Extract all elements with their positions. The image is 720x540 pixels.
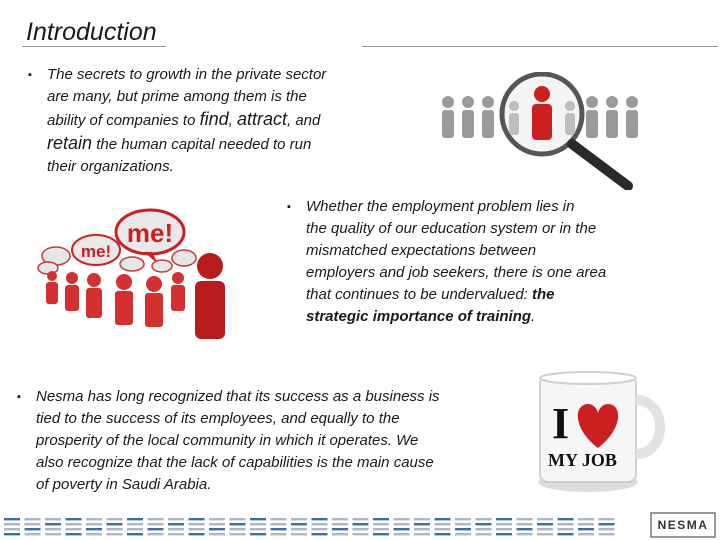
bullet-line [47,108,367,132]
bullet-line [306,306,706,328]
footer-dash [373,518,389,520]
bullet-mark: ▪ [28,69,32,81]
footer-dash [168,518,184,520]
footer-dash [537,523,553,525]
footer-dash [189,523,205,525]
footer-dash [66,523,82,525]
footer-dash [537,533,553,535]
footer-dash [4,533,20,535]
footer-dash [4,518,20,520]
footer-dash [414,533,430,535]
footer-dash [517,528,533,530]
footer-dash [394,518,410,520]
footer-dash [332,518,348,520]
footer-dash [332,528,348,530]
bullet-line: also recognize that the lack of capabilities is the main cause [36,454,434,471]
bullet-line: the quality of our education system or in the [306,220,597,237]
person-icon [482,96,494,138]
bullet-text: the human capital needed to run [92,136,312,153]
footer-dash [578,523,594,525]
footer-dash [66,533,82,535]
footer-dash [250,523,266,525]
person-icon [626,96,638,138]
footer-dash [312,518,328,520]
emphasis-text: strategic importance of training [306,308,532,325]
footer-dash [558,528,574,530]
bullet-line: mismatched expectations between [306,242,537,259]
footer-dash [189,518,205,520]
footer-dash [476,518,492,520]
footer-dash [312,533,328,535]
footer-dash [25,523,41,525]
bullet-line: The secrets to growth in the private sector [47,66,327,83]
footer-dash [66,518,82,520]
footer-dash [373,528,389,530]
footer-dash [86,533,102,535]
footer-dash [230,518,246,520]
bullet-nesma [17,386,486,496]
footer-dash [230,523,246,525]
footer-dash [394,533,410,535]
footer-dash [496,533,512,535]
footer-dash [271,523,287,525]
footer-dash [455,518,471,520]
footer-dash [291,528,307,530]
bullet-line: prosperity of the local community in which it operates. We [36,432,419,449]
emphasis-text: the [532,286,555,303]
person-icon [86,273,102,318]
bullet-text: , and [286,112,321,129]
footer-dash [599,523,615,525]
footer-dash [558,533,574,535]
bullet-mark: ▪ [17,391,21,403]
footer-dash [209,523,225,525]
bullet-line [47,132,367,156]
footer-dash [435,523,451,525]
footer-dash [373,533,389,535]
footer-dash [209,528,225,530]
footer-dash [353,533,369,535]
footer-dash [86,523,102,525]
me-label: me! [126,218,174,248]
footer-dash [291,518,307,520]
logo-text: NESMA [657,518,709,532]
bullet-line: Whether the employment problem lies in [306,198,575,215]
footer-dash [271,533,287,535]
footer-dash [250,528,266,530]
footer-dash [168,523,184,525]
footer-dash [127,523,143,525]
footer-dash [148,518,164,520]
footer-dash [476,523,492,525]
person-icon [65,272,79,311]
footer-dash [86,528,102,530]
footer-dash [435,518,451,520]
person-icon [145,276,163,327]
person-icon [115,274,133,325]
bullet-mark: ▪ [287,201,291,213]
footer-dash [578,528,594,530]
footer-dash [86,518,102,520]
bullet-growth [28,64,367,178]
bullet-text: , [228,112,237,129]
footer-dash [291,533,307,535]
footer-dash [4,528,20,530]
footer-dash [517,518,533,520]
footer-dash [148,533,164,535]
footer-dash [107,518,123,520]
magnifier-handle-icon [572,144,628,186]
speech-bubble-icon [72,235,120,265]
footer-dash [209,533,225,535]
footer-dash [291,523,307,525]
footer-dash [558,523,574,525]
title-rule-left [22,46,166,47]
footer-dash [537,528,553,530]
footer-dash [578,533,594,535]
footer-dash [414,518,430,520]
footer-dash [148,528,164,530]
footer-dash [332,523,348,525]
footer-dash [45,533,61,535]
footer-dash [599,533,615,535]
footer-dash [168,528,184,530]
mug-image [536,370,670,498]
footer-dash [537,518,553,520]
footer-dash [353,523,369,525]
bullet-employment [287,196,706,328]
footer-dash [25,518,41,520]
person-icon [462,96,474,138]
footer-dash [394,523,410,525]
footer-dash [394,528,410,530]
footer-dash [127,518,143,520]
bullet-line [306,284,706,306]
footer-decoration [0,514,620,538]
footer-dash [230,528,246,530]
highlighted-person-icon [532,86,552,140]
footer-dash [599,518,615,520]
mug-i-text: I [552,399,570,448]
person-icon [606,96,618,138]
footer-dash [107,528,123,530]
nesma-logo [650,512,716,538]
bullet-text: ability of companies to [47,112,200,129]
person-icon [46,271,58,304]
footer-dash [455,533,471,535]
footer-dash [189,533,205,535]
footer-dash [107,523,123,525]
footer-dash [127,533,143,535]
footer-dash [414,523,430,525]
footer-dash [517,523,533,525]
footer-dash [250,518,266,520]
footer-dash [435,533,451,535]
footer-dash [496,528,512,530]
footer-dash [45,518,61,520]
emphasis-find: find [199,109,229,129]
footer-dash [230,533,246,535]
footer-dash [189,528,205,530]
footer-dash [4,523,20,525]
footer-dash [373,523,389,525]
magnifier-people-image [438,72,670,190]
bullet-text: . [531,308,536,325]
title-rule-right [362,46,718,47]
footer-dash [476,533,492,535]
footer-dash [45,523,61,525]
footer-dash [168,533,184,535]
bullet-line: of poverty in Saudi Arabia. [36,476,212,493]
emphasis-attract: attract [236,109,287,129]
person-icon [586,96,598,138]
bullet-line: tied to the success of its employees, and equally to the [36,410,400,427]
footer-dash [578,518,594,520]
footer-dash [312,528,328,530]
footer-dash [558,518,574,520]
person-icon [442,96,454,138]
footer-dash [25,533,41,535]
footer-dash [148,523,164,525]
bullet-line: employers and job seekers, there is one area [306,264,607,281]
footer-dash [127,528,143,530]
me-label: me! [80,242,112,261]
footer-dash [599,528,615,530]
bullet-text: that continues to be undervalued: [306,286,532,303]
footer-dash [435,528,451,530]
bullet-line: Nesma has long recognized that its success as a business is [36,388,440,405]
person-icon [171,272,185,311]
footer-dash [353,518,369,520]
footer-dash [353,528,369,530]
footer-dash [476,528,492,530]
bullet-line: their organizations. [47,158,174,175]
footer-dash [271,518,287,520]
bullet-line: are many, but prime among them is the [47,88,307,105]
footer-dash [209,518,225,520]
footer-dash [25,528,41,530]
slide-title: Introduction [26,18,157,46]
footer-dash [517,533,533,535]
footer-dash [66,528,82,530]
footer-dash [414,528,430,530]
footer-dash [332,533,348,535]
footer-dash [496,523,512,525]
footer-dash [455,528,471,530]
footer-dash [250,533,266,535]
footer-dash [107,533,123,535]
footer-dash [271,528,287,530]
mug-job-text: MY JOB [548,450,617,470]
footer-dash [45,528,61,530]
large-person-icon [195,253,225,339]
footer-dash [455,523,471,525]
footer-dash [312,523,328,525]
footer-dash [496,518,512,520]
emphasis-retain: retain [47,133,93,153]
me-crowd-image [32,192,232,352]
